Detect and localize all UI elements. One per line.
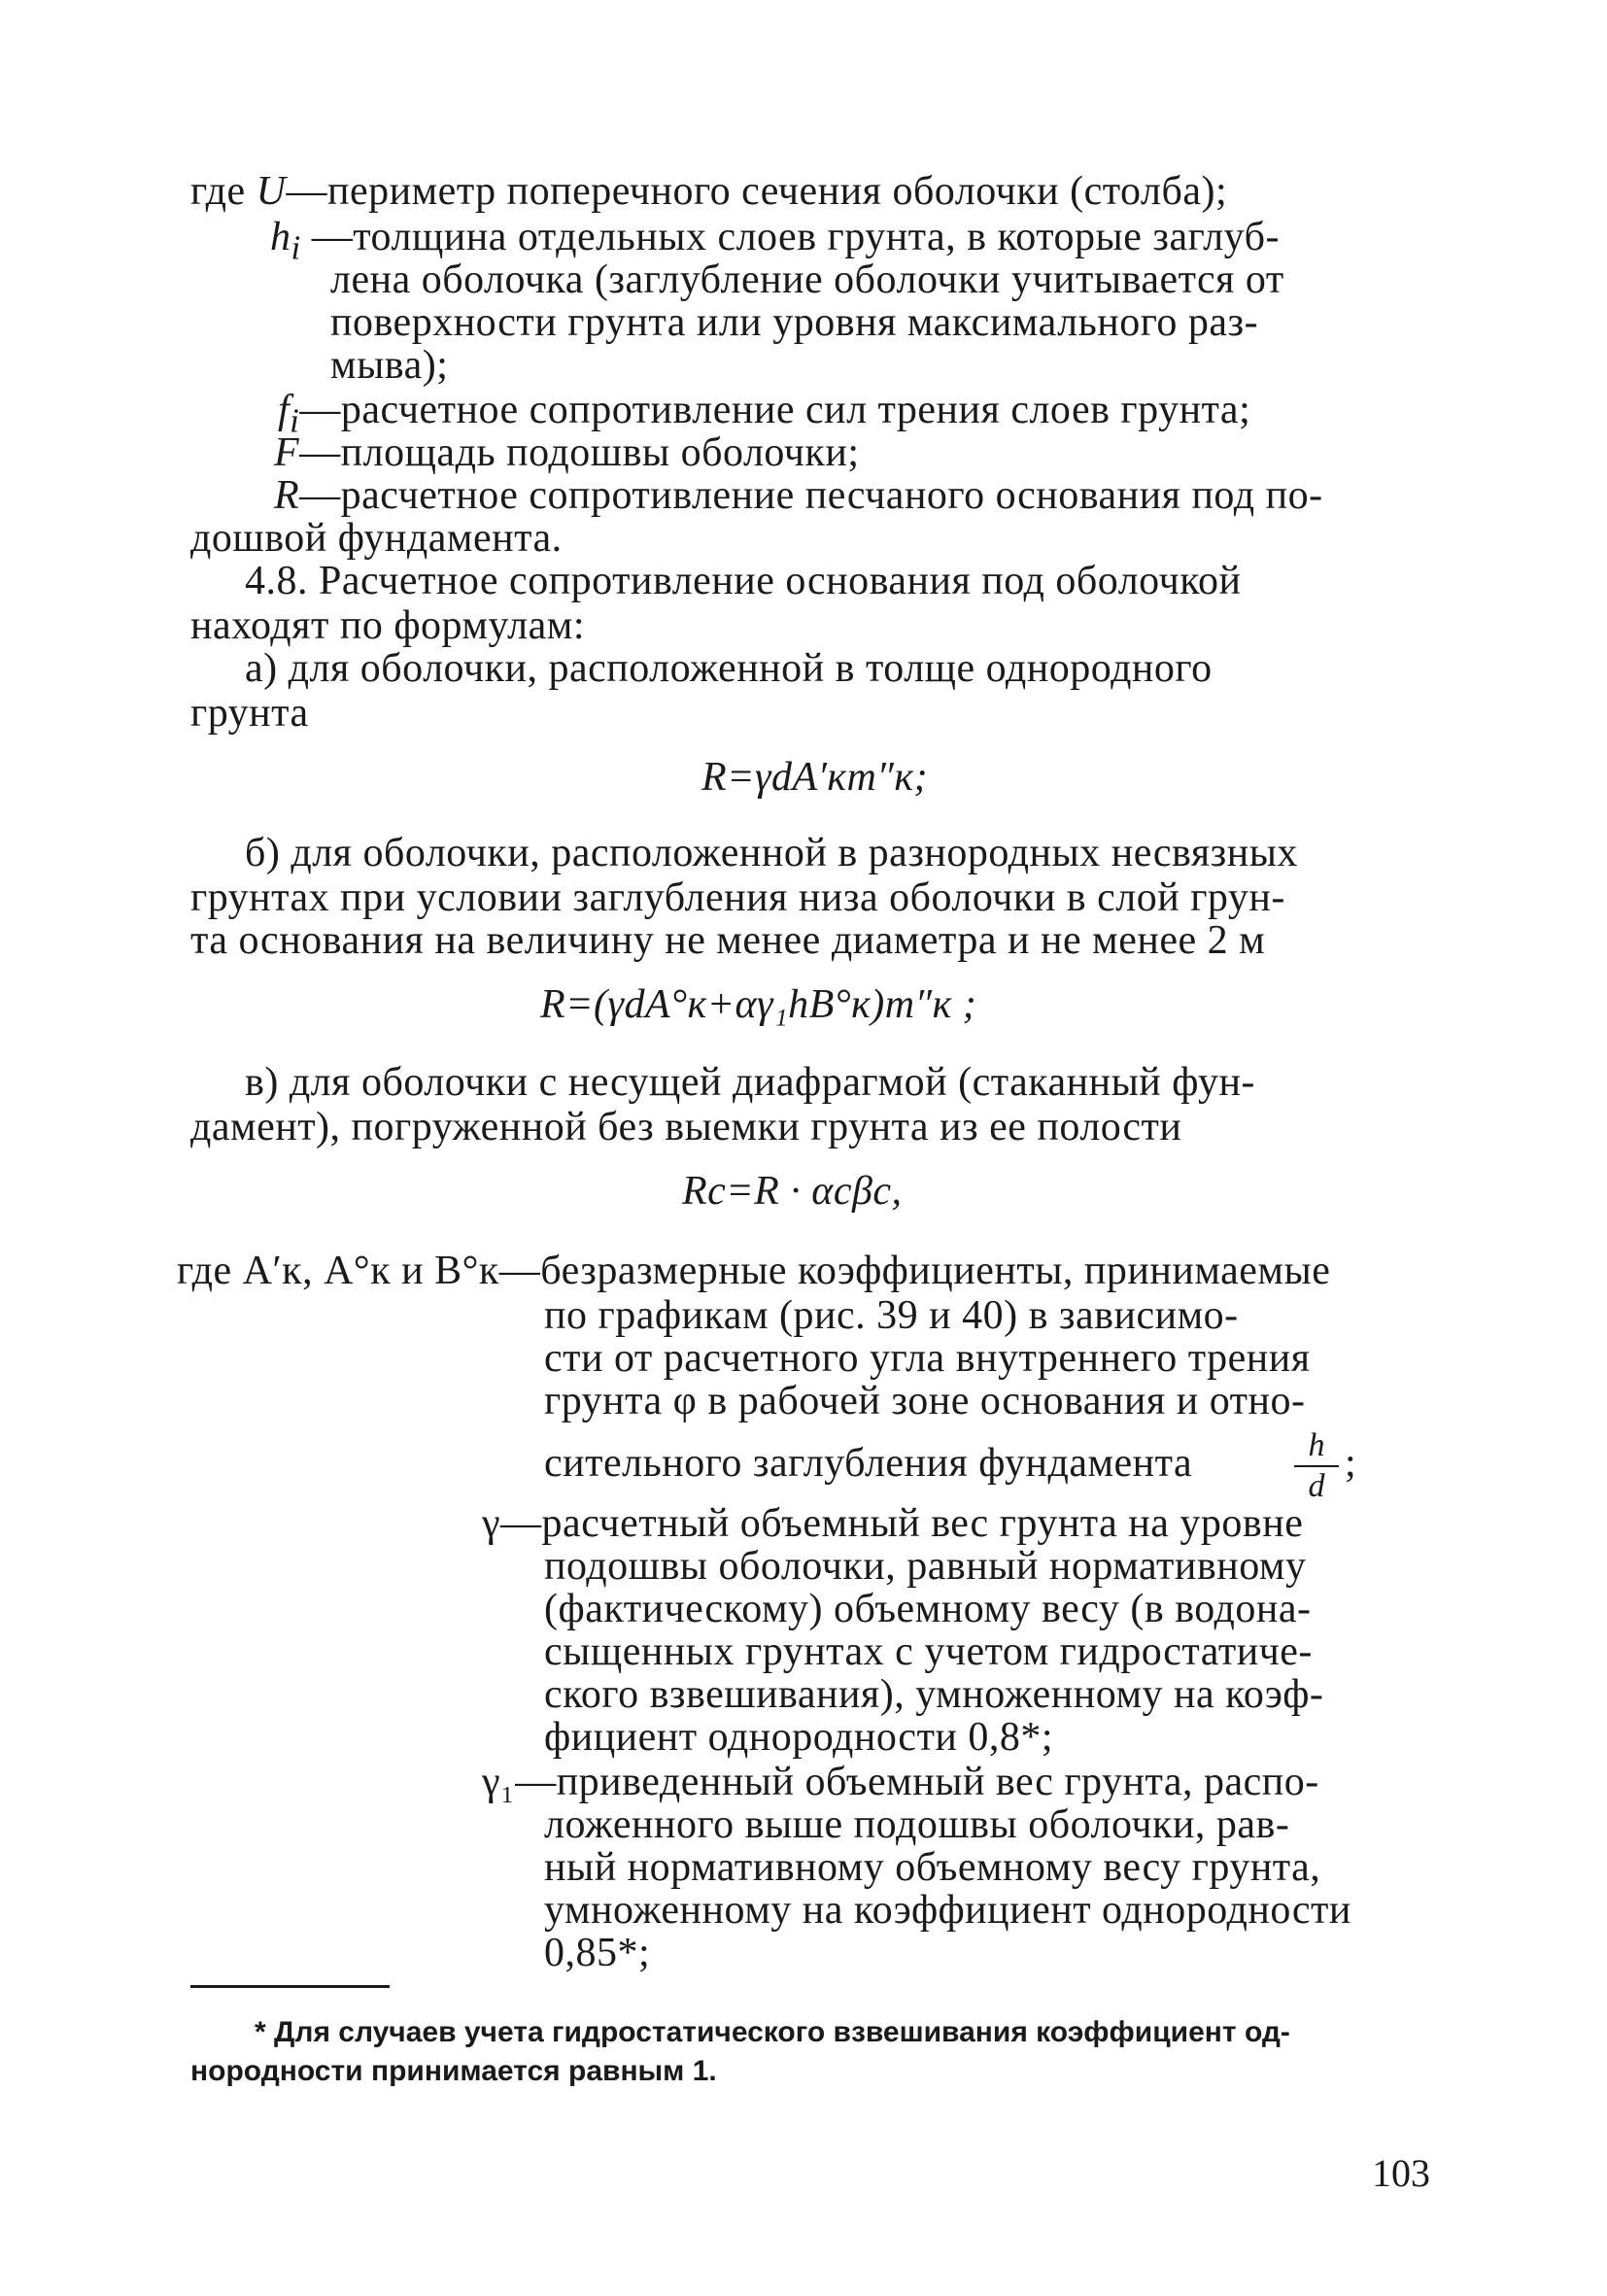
def-gamma-line4: сыщенных грунтах с учетом гидростатиче- [544,1629,1313,1674]
def-gamma-line5: ского взвешивания), умноженному на коэф- [544,1672,1324,1717]
def-gamma1-line5: 0,85*; [544,1931,651,1975]
section-4-8-line1: 4.8. Расчетное сопротивление основания под оболочкой [245,559,1242,603]
fraction-denominator: d [1308,1468,1325,1504]
def-gamma-line1: γ—расчетный объемный вес грунта на уровне [482,1501,1304,1546]
footnote-line2: нородности принимается равным 1. [190,2055,717,2087]
def-gamma1-line1: γ₁—приведенный объемный вес грунта, распо- [482,1760,1319,1804]
formula-a: R=γdA′кm″к; [701,755,928,800]
def-coeffs-line5: сительного заглубления фундамента [544,1441,1193,1486]
def-gamma1-line3: ный нормативному объемному весу грунта, [544,1845,1321,1890]
def-h-line2: лена оболочка (заглубление оболочки учитывается от [330,257,1284,302]
def-coeffs-line5-end: ; [1345,1441,1357,1486]
case-b-line2: грунтах при условии заглубления низа оболочки в слой грун- [190,875,1285,920]
formula-b: R=(γdA°к+αγ₁hB°к)m″к ; [540,982,977,1027]
def-coeffs-line3: сти от расчетного угла внутреннего трения [544,1336,1311,1381]
def-gamma-line6: фициент однородности 0,8*; [544,1715,1054,1760]
def-F: F—площадь подошвы оболочки; [274,430,860,475]
case-a-line1: а) для оболочки, расположенной в толще однородного [245,646,1213,691]
case-c-line1: в) для оболочки с несущей диафрагмой (стаканный фун- [245,1060,1255,1105]
def-gamma1-line2: ложенного выше подошвы оболочки, рав- [544,1802,1290,1847]
case-c-line2: дамент), погруженной без выемки грунта из ее полости [190,1105,1182,1149]
def-coeffs-line1: где A′к, A°к и B°к—безразмерные коэффициенты, принимаемые [177,1249,1331,1293]
case-b-line1: б) для оболочки, расположенной в разнородных несвязных [245,831,1298,875]
def-gamma-line3: (фактическому) объемному весу (в водона- [544,1587,1312,1631]
page-number: 103 [1372,2151,1430,2195]
def-coeffs-line2: по графикам (рис. 39 и 40) в зависимо- [544,1293,1239,1338]
def-f: $f_i—расчетное$ сопротивление сил трения слоев грунта; [278,388,1251,440]
case-b-line3: та основания на величину не менее диаметра и не менее 2 м [190,918,1266,963]
fraction-h-over-d [1290,1428,1343,1504]
def-gamma-line2: подошвы оболочки, равный нормативному [544,1544,1307,1589]
def-R-line2: дошвой фундамента. [190,516,563,561]
def-coeffs-line4: грунта φ в рабочей зоне основания и отно- [544,1379,1306,1423]
def-h-line4: мыва); [330,343,449,388]
def-R: R—расчетное сопротивление песчаного основания под по- [274,473,1323,518]
def-h: $h_i$ —толщина отдельных слоев грунта, в которые заглуб- [270,215,1280,267]
case-a-line2: грунта [190,691,309,736]
footnote-separator [190,1985,390,1988]
formula-c: Rc=R · αcβc, [682,1169,903,1214]
section-4-8-line2: находят по формулам: [190,603,585,648]
fraction-numerator: h [1308,1427,1325,1463]
footnote-line1: * Для случаев учета гидростатического взвешивания коэффициент од- [255,2016,1290,2048]
fraction-bar [1294,1465,1339,1467]
def-gamma1-line4: умноженному на коэффициент однородности [544,1888,1351,1933]
def-h-line3: поверхности грунта или уровня максимального раз- [330,300,1259,345]
def-U: где U—периметр поперечного сечения оболочки (столба); [190,169,1228,214]
